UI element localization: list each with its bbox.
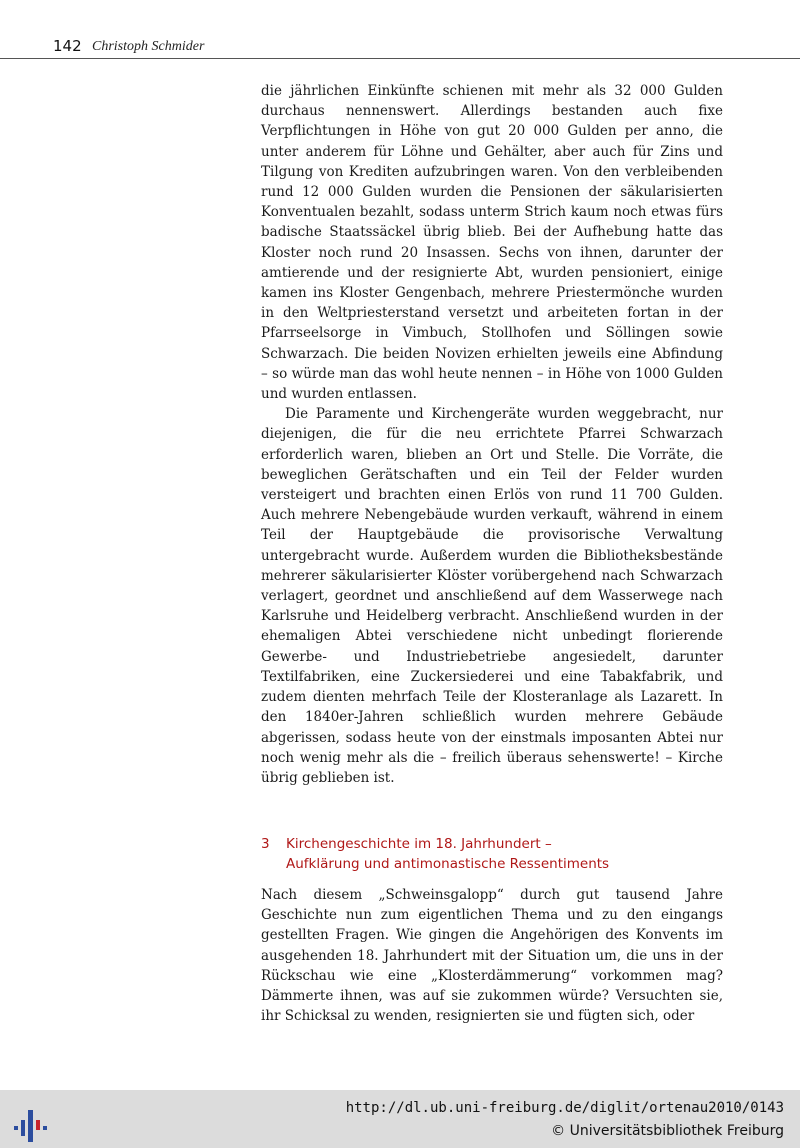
section-heading	[261, 834, 731, 874]
paragraph: Die Paramente und Kirchengeräte wurden weggebracht, nur diejenigen, die für die neu errichtete Pfarrei Schwarzach erforderlich waren, blieben an Ort und Stelle. Die Vorräte, die beweglichen Gerätschaften und ein Teil der Felder wurden versteigert und brachten einen Erlös von rund 11 700 Gulden. Auch mehrere Nebengebäude wurden verkauft, während in einem Teil der Hauptgebäude die provisorische Verwaltung untergebracht wurde. Außerdem wurden die Bibliotheksbestände mehrerer säkularisierter Klöster vorübergehend nach Schwarzach verlagert, geordnet und anschließend auf dem Wasserwege nach Karlsruhe und Heidelberg verbracht. Anschließend wurden in der ehemaligen Abtei verschiedene nicht unbedingt florierende Gewerbe- und Industriebetriebe angesiedelt, darunter Textilfabriken, eine Zuckersiederei und eine Tabakfabrik, und zudem dienten mehrfach Teile der Klosteranlage als Lazarett. In den 1840er-Jahren schließlich wurden mehrere Gebäude abgerissen, sodass heute von der einstmals imposanten Abtei nur noch wenig mehr als die – freilich überaus sehenswerte! – Kirche übrig geblieben ist.	[261, 406, 723, 786]
ub-freiburg-logo-icon	[10, 1098, 52, 1142]
running-head	[0, 0, 800, 60]
running-head-author: Christoph Schmider	[92, 39, 205, 54]
section-number: 3	[261, 836, 270, 852]
footer-bar	[0, 1090, 800, 1148]
paragraph: die jährlichen Einkünfte schienen mit mehr als 32 000 Gulden durchaus nennenswert. Allerdings bestanden auch fixe Verpflichtungen in Höhe von gut 20 000 Gulden per anno, die unter anderem für Löhne und Gehälter, aber auch für Zins und Tilgung von Krediten aufzubringen waren. Von den verbleibenden rund 12 000 Gulden wurden die Pensionen der säkularisierten Konventualen bezahlt, sodass unterm Strich kaum noch etwas fürs badische Staatssäckel übrig blieb. Bei der Aufhebung hatte das Kloster noch rund 20 Insassen. Sechs von ihnen, darunter der amtierende und der resignierte Abt, wurden pensioniert, einige kamen ins Kloster Gengenbach, mehrere Priestermönche wurden in den Weltpriesterstand versetzt und arbeiteten fortan in der Pfarrseelsorge in Vimbuch, Stollhofen und Söllingen sowie Schwarzach. Die beiden Novizen erhielten jeweils eine Abfindung – so würde man das wohl heute nennen – in Höhe von 1000 Gulden und wurden entlassen.	[261, 83, 723, 403]
main-text	[261, 81, 723, 788]
section-text	[261, 885, 723, 1026]
source-url-link[interactable]: http://dl.ub.uni-freiburg.de/diglit/ortenau2010/0143	[345, 1100, 784, 1116]
copyright-text: © Universitätsbibliothek Freiburg	[551, 1123, 784, 1139]
header-rule	[0, 58, 800, 59]
paragraph: Nach diesem „Schweinsgalopp“ durch gut tausend Jahre Geschichte nun zum eigentlichen Thema und zu den eingangs gestellten Fragen. Wie gingen die Angehörigen des Konvents im ausgehenden 18. Jahrhundert mit der Situation um, die uns in der Rückschau wie eine „Klosterdämmerung“ vorkommen mag? Dämmerte ihnen, was auf sie zukommen würde? Versuchten sie, ihr Schicksal zu wenden, resignierten sie und fügten sich, oder	[261, 887, 723, 1025]
section-title-line-1: Kirchengeschichte im 18. Jahrhundert –	[286, 836, 552, 852]
section-title-line-2: Aufklärung und antimonastische Ressentiments	[286, 856, 610, 872]
page-number: 142	[53, 37, 82, 55]
